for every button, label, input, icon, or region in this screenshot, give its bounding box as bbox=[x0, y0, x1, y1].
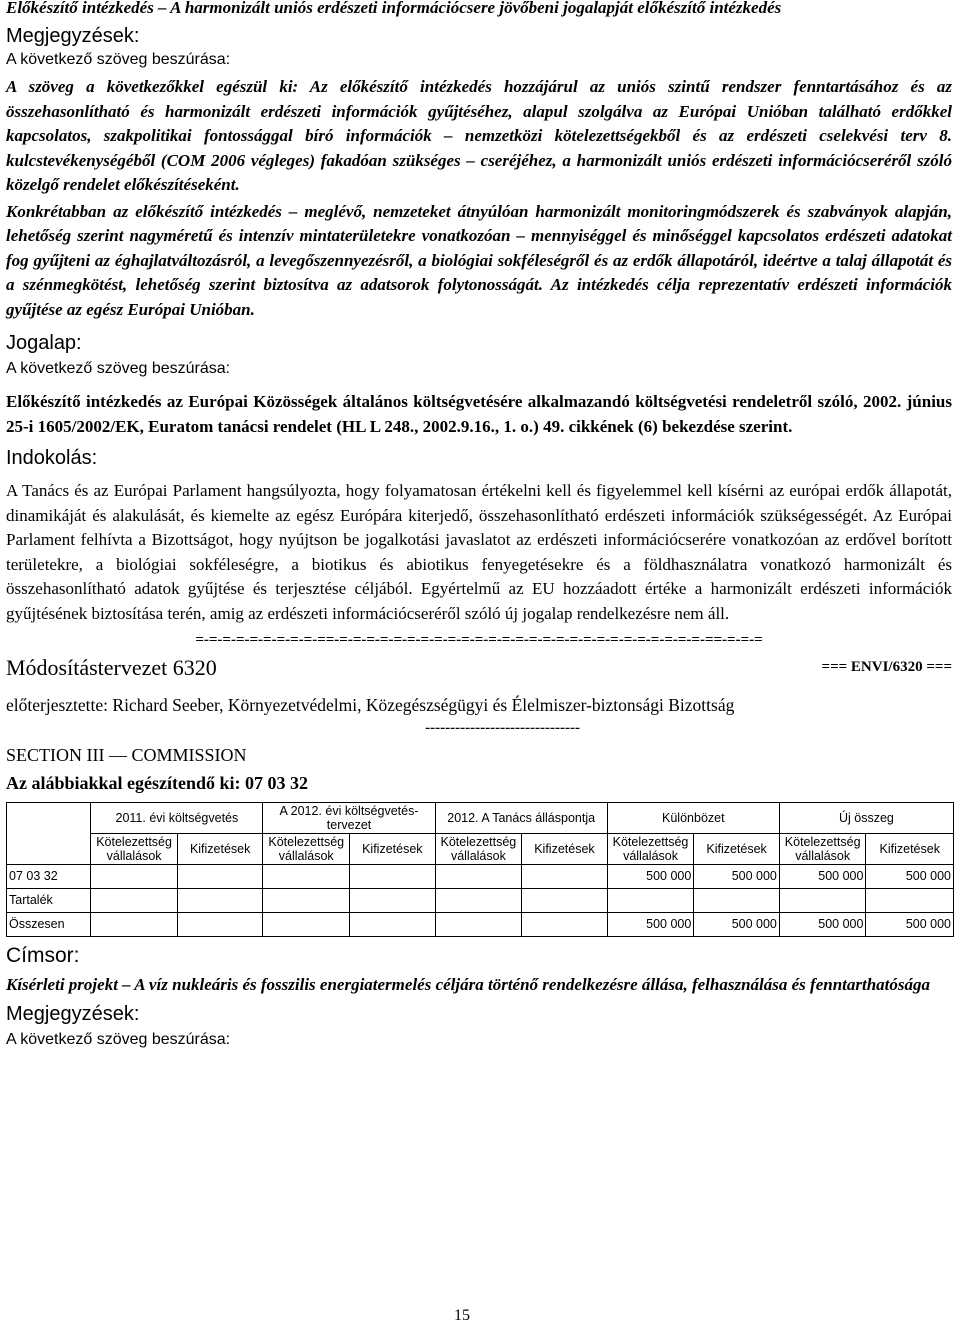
table-cell bbox=[435, 888, 522, 912]
table-cell bbox=[607, 888, 694, 912]
sub-payments: Kifizetések bbox=[522, 833, 608, 864]
table-cell bbox=[522, 888, 608, 912]
sub-commitments: Kötelezettség vállalások bbox=[607, 833, 694, 864]
table-cell: 500 000 bbox=[607, 912, 694, 936]
table-cell: 500 000 bbox=[694, 912, 780, 936]
document-page bbox=[6, 0, 952, 1051]
table-cell: 500 000 bbox=[866, 912, 954, 936]
group-new-amount: Új összeg bbox=[779, 802, 953, 833]
table-cell bbox=[694, 888, 780, 912]
budget-table bbox=[6, 802, 954, 937]
table-cell bbox=[91, 888, 178, 912]
table-corner bbox=[7, 802, 91, 864]
table-cell bbox=[177, 864, 263, 888]
legal-insert-note: A következő szöveg beszúrása: bbox=[6, 360, 231, 377]
section-line: SECTION III — COMMISSION bbox=[6, 744, 247, 765]
table-cell bbox=[350, 912, 436, 936]
sub-commitments: Kötelezettség vállalások bbox=[91, 833, 178, 864]
table-cell: 500 000 bbox=[607, 864, 694, 888]
group-difference: Különbözet bbox=[607, 802, 779, 833]
remarks-paragraph-2: Konkrétabban az előkészítő intézkedés – meglévő, nemzeteket átnyúlóan harmonizált monitoringmódszerek és szabványok alapján, lehetőség szerint nagyméretű és intenzív mintaterületekre vonatkozóan – mennyiséggel és minőséggel kapcsolatos erdészeti adatokat fog gyűjteni az éghajlatváltozásról, a levegőszennyezésről, a biológiai sokféleségről és az erdők állapotáról, ideértve a talaj állapotát és a szénmegkötést, lehetőség szerint biztosítva az adatsorok folytonosságát. Az intézkedés célja reprezentatív erdészeti információk gyűjtése az egész Európai Unióban. bbox=[6, 201, 952, 319]
amendment-ref: === ENVI/6320 === bbox=[821, 659, 952, 675]
table-cell: 500 000 bbox=[779, 864, 866, 888]
notes-heading: Megjegyzések: bbox=[6, 25, 140, 47]
amendment-header bbox=[6, 653, 952, 687]
table-cell bbox=[866, 888, 954, 912]
table-cell bbox=[350, 864, 436, 888]
table-group-header bbox=[7, 802, 954, 833]
table-cell bbox=[435, 864, 522, 888]
table-cell bbox=[263, 912, 350, 936]
action-title: Előkészítő intézkedés – A harmonizált uniós erdészeti információcsere jövőbeni jogalapját előkészítő intézkedés bbox=[6, 0, 782, 17]
budget-line-heading: Az alábbiakkal egészítendő ki: 07 03 32 bbox=[6, 773, 309, 793]
sub-commitments: Kötelezettség vállalások bbox=[263, 833, 350, 864]
justification-heading: Indokolás: bbox=[6, 447, 98, 469]
group-council-position: 2012. A Tanács álláspontja bbox=[435, 802, 607, 833]
sub-commitments: Kötelezettség vállalások bbox=[779, 833, 866, 864]
row-label: Tartalék bbox=[7, 888, 91, 912]
table-row bbox=[7, 888, 954, 912]
table-cell bbox=[779, 888, 866, 912]
table-cell: 500 000 bbox=[866, 864, 954, 888]
bottom-insert-note: A következő szöveg beszúrása: bbox=[6, 1031, 231, 1048]
amendment-title: Módosítástervezet 6320 bbox=[6, 655, 217, 680]
table-row bbox=[7, 864, 954, 888]
table-cell bbox=[522, 912, 608, 936]
table-cell bbox=[177, 912, 263, 936]
row-label: 07 03 32 bbox=[7, 864, 91, 888]
remarks-paragraph-1: A szöveg a következőkkel egészül ki: Az előkészítő intézkedés hozzájárul az uniós szintű rendszer fenntartásához és az összehasonlítható és harmonizált erdészeti információk gyűjtéséhez, alapul szolgálva az Európai Unióban található erdőkkel kapcsolatos, szakpolitikai fontossággal bíró információk – nemzetközi kötelezettségekből és az erdészeti cselekvési terv 8. kulcstevékenységéből (COM 2006 végleges) fakadóan szükséges – cseréjéhez, a harmonizált uniós erdészeti információcseréről szóló közelgő rendelet előkészítéseként. bbox=[6, 77, 952, 194]
group-2011-budget: 2011. évi költségvetés bbox=[91, 802, 263, 833]
sub-payments: Kifizetések bbox=[177, 833, 263, 864]
pilot-project-title: Kísérleti projekt – A víz nukleáris és fosszilis energiatermelés céljára történő rendelkezésre állása, felhasználása és fenntarthatósága bbox=[6, 974, 931, 994]
table-cell bbox=[435, 912, 522, 936]
table-cell bbox=[177, 888, 263, 912]
justification-text: A Tanács és az Európai Parlament hangsúlyozta, hogy folyamatosan értékelni kell és figyelemmel kell kísérni az európai erdők állapotát, dinamikáját és alakulását, és kiemelte az egész Európára kiterjedő, összehasonlítható erdészeti információk szükségességét. Az Európai Parlament felhívta a Bizottságot, hogy nyújtson be jogalkotási javaslatot az erdészeti információcserére vonatkozóan az erdővel borított területekre, a biológiai sokféleségre, a biotikus és abiotikus fenyegetésekre és a földhasználatra vonatkozó harmonizált és összehasonlítható adatok gyűjtése és terjesztése céljából. Egyértelmű az EU hozzáadott értéke a harmonizált erdészeti információk gyűjtésének biztosítása terén, amig az erdészeti információcseréről szóló új jogalap rendelkezésre nem áll. bbox=[6, 481, 952, 623]
sub-commitments: Kötelezettség vállalások bbox=[435, 833, 522, 864]
table-cell: 500 000 bbox=[694, 864, 780, 888]
table-cell bbox=[263, 864, 350, 888]
table-cell bbox=[91, 912, 178, 936]
sub-payments: Kifizetések bbox=[350, 833, 436, 864]
table-cell bbox=[91, 864, 178, 888]
dash-separator: ------------------------------- bbox=[425, 719, 580, 736]
table-cell bbox=[522, 864, 608, 888]
legal-basis-text: Előkészítő intézkedés az Európai Közösségek általános költségvetésére alkalmazandó költségvetési rendeletről szóló, 2002. június 25-i 1605/2002/EK, Euratom tanácsi rendelet (HL L 248., 2002.9.16., 1. o.) 49. cikkének (6) bekezdése szerint. bbox=[6, 392, 952, 436]
line-title-heading: Címsor: bbox=[6, 943, 80, 967]
bottom-notes-heading: Megjegyzések: bbox=[6, 1003, 140, 1025]
table-cell: 500 000 bbox=[779, 912, 866, 936]
group-2012-draft: A 2012. évi költségvetés-tervezet bbox=[263, 802, 435, 833]
page-number: 15 bbox=[454, 1307, 470, 1324]
sub-payments: Kifizetések bbox=[694, 833, 780, 864]
table-cell bbox=[350, 888, 436, 912]
submitted-by: előterjesztette: Richard Seeber, Környezetvédelmi, Közegészségügyi és Élelmiszer-biztonsági Bizottság bbox=[6, 695, 735, 715]
insert-note: A következő szöveg beszúrása: bbox=[6, 51, 231, 68]
sub-payments: Kifizetések bbox=[866, 833, 954, 864]
legal-basis-heading: Jogalap: bbox=[6, 332, 82, 354]
table-row bbox=[7, 912, 954, 936]
table-cell bbox=[263, 888, 350, 912]
table-sub-header bbox=[7, 833, 954, 864]
section-divider: =-=-=-=-=-=-=-=-=-==-=-=-=-=-=-=-=-=-=-=-=-=-=-=-=-=-=-=-=-=-=-=-=-=-=-=-=-==-=-=-= bbox=[195, 632, 763, 648]
row-label: Összesen bbox=[7, 912, 91, 936]
